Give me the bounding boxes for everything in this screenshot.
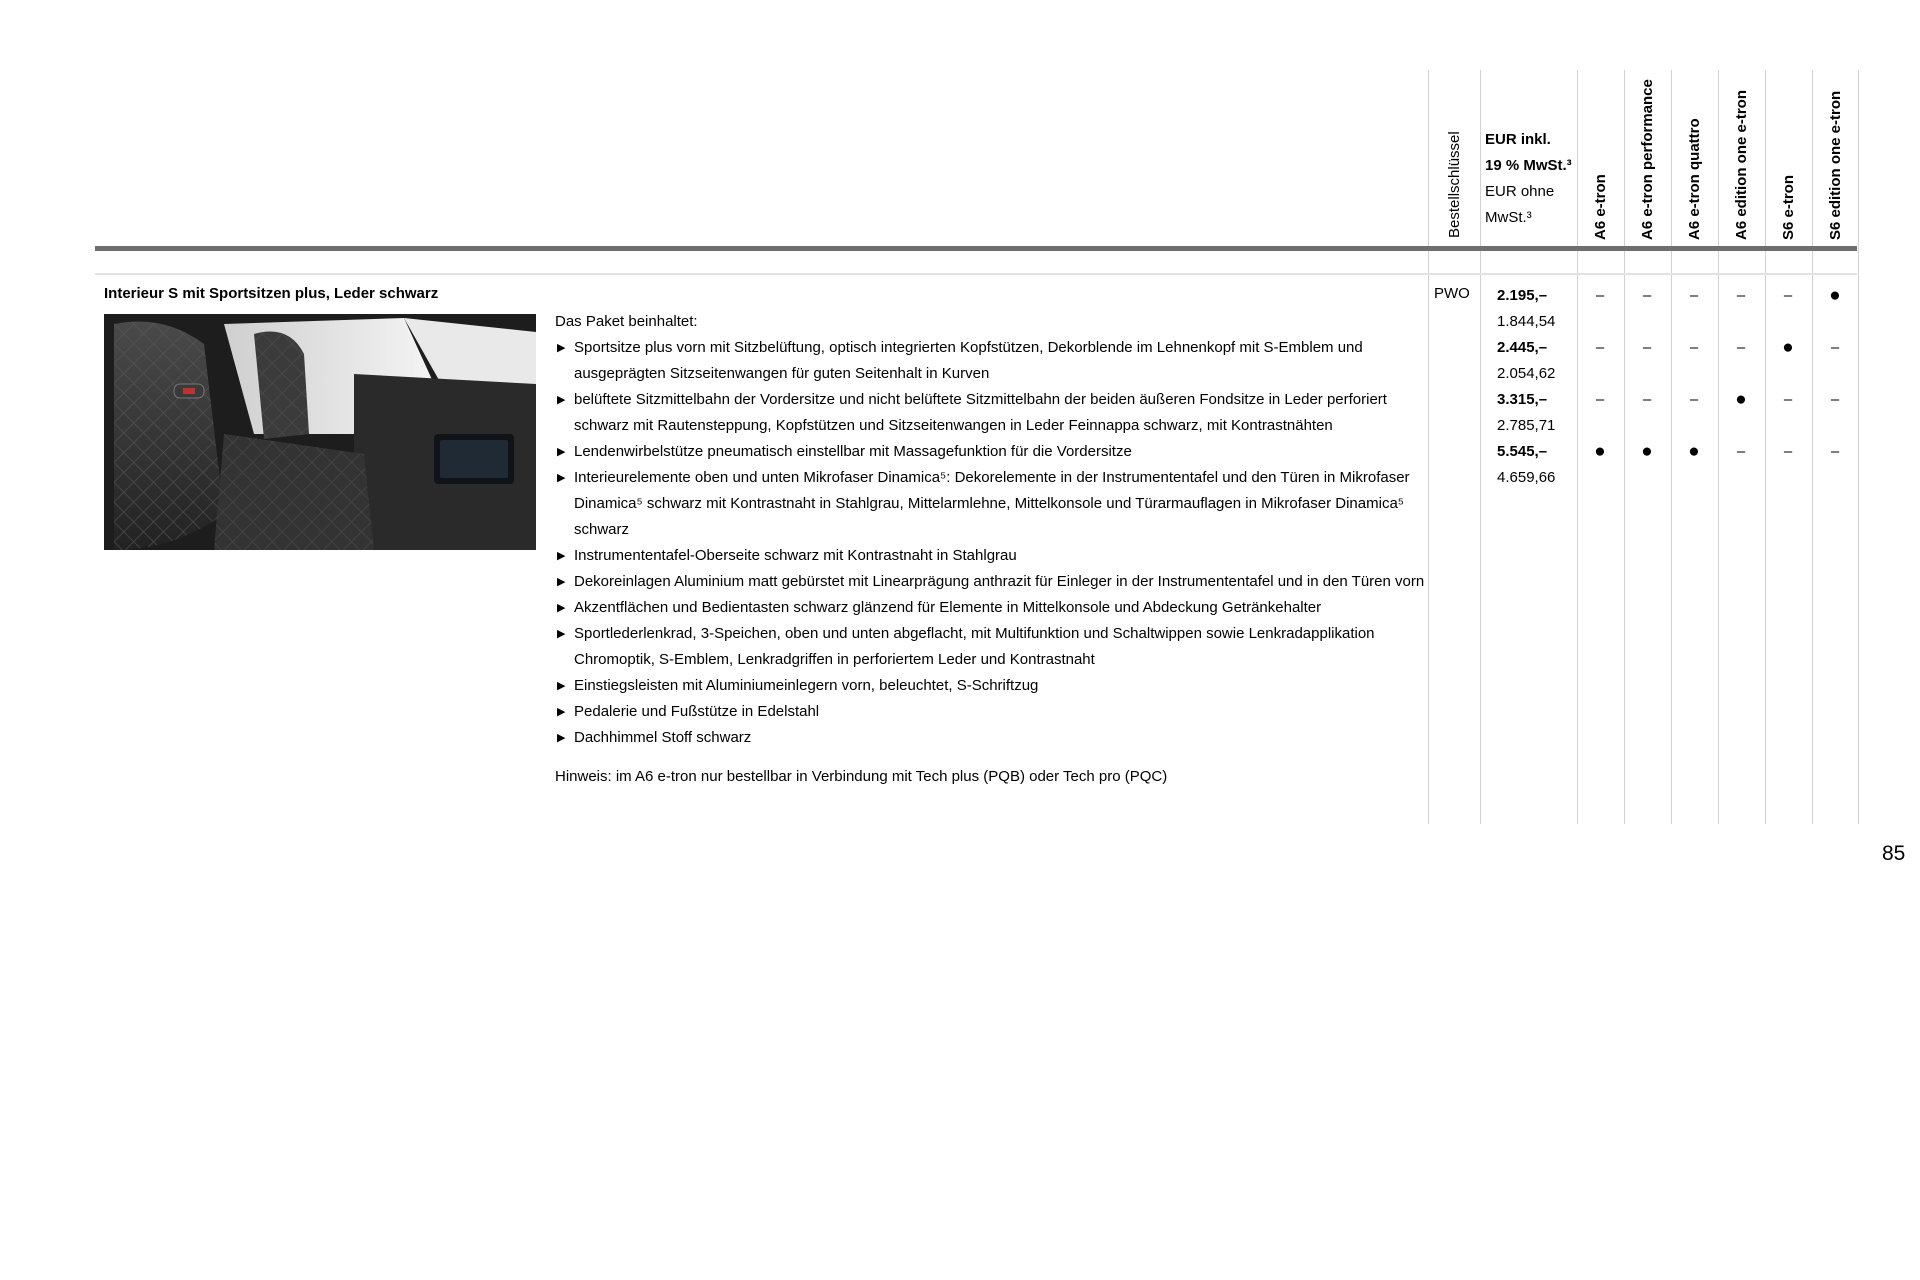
column-divider xyxy=(1428,70,1429,824)
price-gross-header-1: EUR inkl. xyxy=(1485,131,1551,148)
order-key-header: Bestellschlüssel xyxy=(1446,131,1463,238)
column-divider xyxy=(1480,70,1481,824)
availability-mark: – xyxy=(1830,339,1840,356)
list-item: ▶ Lendenwirbelstütze pneumatisch einstellbar mit Massagefunktion für die Vordersitze xyxy=(555,439,1425,465)
availability-mark: ● xyxy=(1688,441,1700,462)
availability-mark: – xyxy=(1830,391,1840,408)
bullet-arrow-icon: ▶ xyxy=(557,394,566,406)
price-net: 1.844,54 xyxy=(1497,313,1556,330)
availability-mark: – xyxy=(1595,287,1605,304)
package-hint: Hinweis: im A6 e-tron nur bestellbar in Verbindung mit Tech plus (PQB) oder Tech pro (PQC) xyxy=(555,768,1168,785)
list-item: ▶ Sportlederlenkrad, 3-Speichen, oben und unten abgeflacht, mit Multifunktion und Schaltwippen sowie Lenkradapplikation Chromoptik, S-Emblem, Lenkradgriffen in perforiertem Leder und Kontrastnaht xyxy=(555,621,1425,673)
price-net: 2.054,62 xyxy=(1497,365,1556,382)
column-divider xyxy=(1765,70,1766,824)
package-intro: Das Paket beinhaltet: xyxy=(555,313,698,330)
price-gross: 2.445,– xyxy=(1497,339,1548,356)
bullet-arrow-icon: ▶ xyxy=(557,680,566,692)
list-item: ▶ Instrumententafel-Oberseite schwarz mit Kontrastnaht in Stahlgrau xyxy=(555,543,1425,569)
availability-mark: – xyxy=(1689,287,1699,304)
availability-mark: – xyxy=(1783,287,1793,304)
bullet-arrow-icon: ▶ xyxy=(557,706,566,718)
model-header-s6-edition-one: S6 edition one e-tron xyxy=(1827,90,1844,240)
column-divider xyxy=(1624,70,1625,824)
interior-photo xyxy=(104,314,536,550)
availability-mark: ● xyxy=(1782,337,1794,358)
availability-mark: – xyxy=(1642,287,1652,304)
availability-mark: – xyxy=(1689,391,1699,408)
list-item: ▶ Dekoreinlagen Aluminium matt gebürstet mit Linearprägung anthrazit für Einleger in der Instrumententafel und in den Türen vorn xyxy=(555,569,1425,595)
list-item: ▶ Akzentflächen und Bedientasten schwarz glänzend für Elemente in Mittelkonsole und Abdeckung Getränkehalter xyxy=(555,595,1425,621)
header-rule xyxy=(95,246,1857,251)
price-net-header-1: EUR ohne xyxy=(1485,183,1555,200)
price-net-header-2: MwSt.³ xyxy=(1485,209,1532,226)
model-header-s6-etron: S6 e-tron xyxy=(1780,174,1797,240)
price-column xyxy=(1497,283,1555,491)
model-header-a6-etron-performance: A6 e-tron performance xyxy=(1639,79,1656,240)
availability-mark: ● xyxy=(1594,441,1606,462)
model-header-a6-edition-one: A6 edition one e-tron xyxy=(1733,90,1750,240)
availability-mark: – xyxy=(1595,339,1605,356)
bullet-arrow-icon: ▶ xyxy=(557,628,566,640)
bullet-arrow-icon: ▶ xyxy=(557,602,566,614)
bullet-arrow-icon: ▶ xyxy=(557,446,566,458)
model-header-a6-etron: A6 e-tron xyxy=(1592,174,1609,240)
page-number: 85 xyxy=(1882,842,1906,865)
column-divider xyxy=(1718,70,1719,824)
availability-mark: – xyxy=(1642,339,1652,356)
list-item: ▶ Interieurelemente oben und unten Mikrofaser Dinamica⁵: Dekorelemente in der Instrumententafel und den Türen in Mikrofaser Dinamica⁵ schwarz mit Kontrastnaht in Stahlgrau, Mittelarmlehne, Mittelkonsole und Türarmauflagen in Mikrofaser Dinamica⁵ schwarz xyxy=(555,465,1425,543)
availability-mark: ● xyxy=(1829,285,1841,306)
availability-mark: ● xyxy=(1735,389,1747,410)
model-header-a6-etron-quattro: A6 e-tron quattro xyxy=(1686,118,1703,240)
price-gross: 3.315,– xyxy=(1497,391,1548,408)
price-net: 4.659,66 xyxy=(1497,469,1556,486)
bullet-arrow-icon: ▶ xyxy=(557,732,566,744)
column-divider xyxy=(1858,70,1859,824)
package-title: Interieur S mit Sportsitzen plus, Leder schwarz xyxy=(104,285,439,302)
bullet-arrow-icon: ▶ xyxy=(557,472,566,484)
list-item: ▶ belüftete Sitzmittelbahn der Vordersitze und nicht belüftete Sitzmittelbahn der beiden äußeren Fondsitze in Leder perforiert schwarz mit Rautensteppung, Kopfstützen und Sitzseitenwangen in Leder Feinnappa schwarz, mit Kontrastnähten xyxy=(555,387,1425,439)
availability-mark: – xyxy=(1830,443,1840,460)
availability-mark: ● xyxy=(1641,441,1653,462)
bullet-arrow-icon: ▶ xyxy=(557,576,566,588)
price-header xyxy=(1485,127,1581,231)
package-description xyxy=(555,309,1425,790)
bullet-arrow-icon: ▶ xyxy=(557,550,566,562)
column-divider xyxy=(1812,70,1813,824)
availability-mark: – xyxy=(1595,391,1605,408)
order-code: PWO xyxy=(1434,285,1470,302)
availability-mark: – xyxy=(1736,443,1746,460)
price-net: 2.785,71 xyxy=(1497,417,1556,434)
availability-mark: – xyxy=(1736,339,1746,356)
row-top-rule xyxy=(95,273,1857,275)
availability-mark: – xyxy=(1689,339,1699,356)
price-gross: 5.545,– xyxy=(1497,443,1548,460)
price-gross: 2.195,– xyxy=(1497,287,1548,304)
availability-mark: – xyxy=(1736,287,1746,304)
column-divider xyxy=(1671,70,1672,824)
interior-illustration xyxy=(104,314,536,550)
availability-mark: – xyxy=(1783,391,1793,408)
availability-mark: – xyxy=(1783,443,1793,460)
list-item: ▶ Einstiegsleisten mit Aluminiumeinlegern vorn, beleuchtet, S-Schriftzug xyxy=(555,673,1425,699)
availability-mark: – xyxy=(1642,391,1652,408)
bullet-arrow-icon: ▶ xyxy=(557,342,566,354)
list-item: ▶ Dachhimmel Stoff schwarz xyxy=(555,725,1425,751)
list-item: ▶ Pedalerie und Fußstütze in Edelstahl xyxy=(555,699,1425,725)
list-item: ▶ Sportsitze plus vorn mit Sitzbelüftung, optisch integrierten Kopfstützen, Dekorblende im Lehnenkopf mit S-Emblem und ausgeprägten Sitzseitenwangen für guten Seitenhalt in Kurven xyxy=(555,335,1425,387)
price-gross-header-2: 19 % MwSt.³ xyxy=(1485,157,1572,174)
package-items-list xyxy=(555,335,1425,751)
